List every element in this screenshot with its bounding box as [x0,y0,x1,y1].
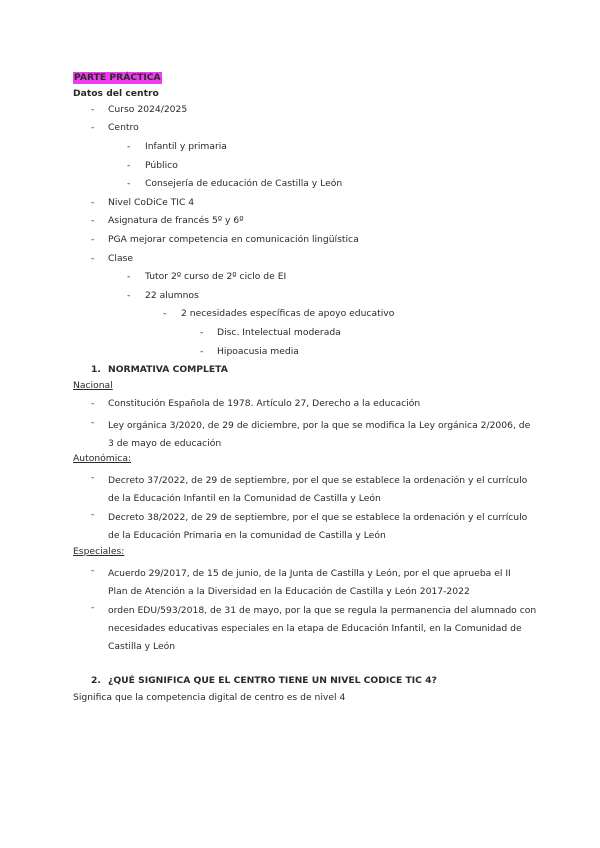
centro-item: Centro [108,122,139,133]
section1-title: NORMATIVA COMPLETA [108,364,228,375]
especiales-item: orden EDU/593/2018, de 31 de mayo, por la que se regula la permanencia del alumnado con necesidades educativas especiales en la etapa de Educación Infantil, en la Comunidad de Castilla y León [108,605,537,652]
curso-item: Curso 2024/2025 [108,104,188,115]
bullet: - [91,215,95,226]
pga-item: PGA mejorar competencia en comunicación lingüística [108,234,359,245]
section2-title: ¿QUÉ SIGNIFICA QUE EL CENTRO TIENE UN NIVEL CODICE TIC 4? [108,675,437,686]
disc-item: Disc. Intelectual moderada [217,327,341,338]
bullet: - [91,234,95,245]
autonomica-item: Decreto 38/2022, de 29 de septiembre, por el que se establece la ordenación y el currículo de la Educación Primaria en la comunidad de Castilla y León [108,512,528,541]
section2-number: 2. [91,675,101,686]
section1-number: 1. [91,364,101,375]
autonomica-item: Decreto 37/2022, de 29 de septiembre, por el que se establece la ordenación y el currículo de la Educación Infantil en la Comunidad de Castilla y León [108,475,528,504]
section2-answer: Significa que la competencia digital de centro es de nivel 4 [73,692,346,703]
clase-item: Clase [108,253,134,264]
bullet: - [91,472,95,483]
bullet: - [127,141,131,152]
bullet: - [200,327,204,338]
bullet: - [91,509,95,520]
bullet: - [127,290,131,301]
bullet: - [91,197,95,208]
necesidades-item: 2 necesidades específicas de apoyo educativo [181,308,395,319]
bullet: - [91,104,95,115]
alumnos-item: 22 alumnos [145,290,199,301]
especiales-label: Especiales: [73,546,125,557]
asignatura-item: Asignatura de francés 5º y 6º [108,215,244,226]
nacional-label: Nacional [73,380,113,391]
centro-subitem: Infantil y primaria [145,141,227,152]
centro-subitem: Consejería de educación de Castilla y León [145,178,343,189]
datos-heading: Datos del centro [73,88,159,99]
autonomica-label: Autonómica: [73,453,132,464]
part-heading: PARTE PRÁCTICA [74,72,161,83]
bullet: - [127,271,131,282]
bullet: - [91,122,95,133]
bullet: - [91,565,95,576]
centro-subitem: Público [145,160,178,171]
nivel-item: Nivel CoDiCe TIC 4 [108,197,195,208]
bullet: - [91,417,95,428]
tutor-item: Tutor 2º curso de 2º ciclo de EI [145,271,287,282]
especiales-item: Acuerdo 29/2017, de 15 de junio, de la Junta de Castilla y León, por el que aprueba el II Plan de Atención a la Diversidad en la Educación de Castilla y León 2017-2022 [108,568,511,597]
bullet: - [127,160,131,171]
bullet: - [200,346,204,357]
bullet: - [91,602,95,613]
bullet: - [91,253,95,264]
nacional-item: Ley orgánica 3/2020, de 29 de diciembre, por la que se modifica la Ley orgánica 2/2006, de 3 de mayo de educación [108,420,531,449]
bullet: - [127,178,131,189]
bullet: - [91,398,95,409]
nacional-item: Constitución Española de 1978. Artículo 27, Derecho a la educación [108,398,421,409]
bullet: - [163,308,167,319]
hipo-item: Hipoacusia media [217,346,299,357]
